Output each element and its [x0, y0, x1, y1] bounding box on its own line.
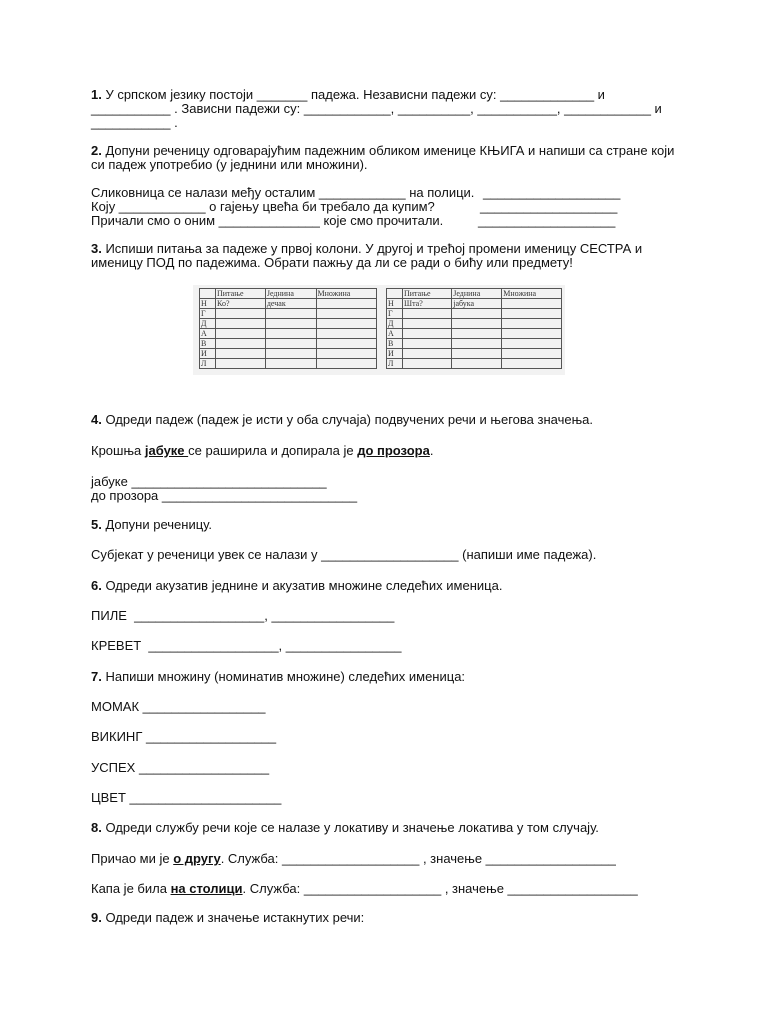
- question-4-line-1: [91, 412, 593, 427]
- underlined-word: јабуке: [144, 443, 189, 458]
- question-3-line-1: [91, 241, 642, 256]
- question-number: 2.: [91, 143, 102, 158]
- table-cell: [403, 339, 452, 349]
- sentence-text: . Служба: ___________________ , значење __________________: [242, 881, 638, 896]
- question-7-line-1: [91, 669, 465, 684]
- table-header-cell: Множина: [316, 289, 377, 299]
- table-row: [200, 349, 377, 359]
- question-2-line-2: си падеж употребио (у једнини или множини).: [91, 157, 368, 172]
- case-letter-cell: И: [387, 349, 403, 359]
- question-4-answer-1: јабуке ___________________________: [91, 474, 327, 489]
- table-cell: [316, 319, 377, 329]
- table-cell: [452, 339, 502, 349]
- table-cell: дечак: [265, 299, 316, 309]
- question-9-line-1: [91, 910, 364, 925]
- case-letter-cell: Н: [387, 299, 403, 309]
- table-header-cell: [387, 289, 403, 299]
- table-cell: [403, 319, 452, 329]
- case-letter-cell: Д: [200, 319, 216, 329]
- question-2-answer-blank-1: ___________________: [483, 185, 621, 200]
- question-text: Одреди службу речи које се налазе у локативу и значење локатива у том случају.: [101, 820, 599, 835]
- question-7-word-3: УСПЕХ __________________: [91, 760, 270, 775]
- question-2-answer-blank-3: ___________________: [478, 213, 616, 228]
- case-table-pod: [386, 288, 562, 369]
- table-cell: [216, 329, 266, 339]
- question-6-word-2: КРЕВЕТ __________________, ________________: [91, 638, 402, 653]
- question-text: Испиши питања за падеже у првој колони. У другој и трећој промени именицу СЕСТРА и: [101, 241, 643, 256]
- question-7-word-4: ЦВЕТ _____________________: [91, 790, 282, 805]
- table-cell: [316, 329, 377, 339]
- question-7-word-1: МОМАК _________________: [91, 699, 266, 714]
- question-number: 6.: [91, 578, 102, 593]
- table-cell: [403, 309, 452, 319]
- question-number: 1.: [91, 87, 102, 102]
- table-row: [387, 349, 562, 359]
- table-cell: [265, 339, 316, 349]
- table-cell: [502, 329, 562, 339]
- table-cell: [216, 339, 266, 349]
- table-header-row: [200, 289, 377, 299]
- table-cell: јабука: [452, 299, 502, 309]
- table-cell: [452, 359, 502, 369]
- case-letter-cell: А: [387, 329, 403, 339]
- case-table-sestra: [199, 288, 377, 369]
- table-cell: [265, 309, 316, 319]
- question-2-line-1: [91, 143, 674, 158]
- table-cell: [502, 309, 562, 319]
- table-cell: [502, 359, 562, 369]
- table-row: [387, 299, 562, 309]
- table-cell: [265, 319, 316, 329]
- question-4-sentence: [91, 443, 433, 458]
- case-letter-cell: Л: [387, 359, 403, 369]
- table-cell: [502, 349, 562, 359]
- case-letter-cell: Г: [387, 309, 403, 319]
- table-cell: [216, 349, 266, 359]
- sentence-text: . Служба: ___________________ , значење __________________: [220, 851, 616, 866]
- question-number: 8.: [91, 820, 102, 835]
- question-2-sentence-3: Причали смо о оним ______________ које смо прочитали.: [91, 213, 444, 228]
- table-row: [387, 339, 562, 349]
- question-8-sentence-1: [91, 851, 616, 866]
- table-cell: [265, 359, 316, 369]
- table-cell: [452, 329, 502, 339]
- table-header-cell: [200, 289, 216, 299]
- table-cell: [216, 319, 266, 329]
- question-text: Напиши множину (номинатив множине) следећих именица:: [101, 669, 466, 684]
- question-6-line-1: [91, 578, 502, 593]
- sentence-text: .: [429, 443, 434, 458]
- question-number: 3.: [91, 241, 102, 256]
- question-1-line-3: ___________ .: [91, 115, 178, 130]
- table-row: [200, 319, 377, 329]
- table-cell: [316, 339, 377, 349]
- case-letter-cell: А: [200, 329, 216, 339]
- table-header-cell: Једнина: [452, 289, 502, 299]
- table-cell: [265, 349, 316, 359]
- question-text: Допуни реченицу одговарајућим падежним обликом именице КЊИГА и напиши са стране који: [101, 143, 675, 158]
- sentence-text: Крошња: [91, 443, 145, 458]
- table-cell: [502, 319, 562, 329]
- table-cell: [316, 299, 377, 309]
- question-number: 5.: [91, 517, 102, 532]
- table-row: [387, 309, 562, 319]
- table-cell: [403, 359, 452, 369]
- table-cell: [216, 359, 266, 369]
- table-cell: [265, 329, 316, 339]
- underlined-word: о другу: [173, 851, 221, 866]
- question-text: У српском језику постоји _______ падежа. Независни падежи су: _____________ и: [101, 87, 605, 102]
- table-cell: [502, 339, 562, 349]
- table-header-cell: Питање: [403, 289, 452, 299]
- table-row: [200, 339, 377, 349]
- table-row: [387, 359, 562, 369]
- case-letter-cell: И: [200, 349, 216, 359]
- question-2-answer-blank-2: ___________________: [480, 199, 618, 214]
- table-cell: [216, 309, 266, 319]
- question-text: Одреди акузатив једнине и акузатив множине следећих именица.: [101, 578, 503, 593]
- question-1-line-1: [91, 87, 605, 102]
- question-4-answer-2: до прозора ___________________________: [91, 488, 358, 503]
- table-cell: [452, 309, 502, 319]
- table-row: [200, 309, 377, 319]
- table-cell: Шта?: [403, 299, 452, 309]
- table-cell: [403, 349, 452, 359]
- question-8-sentence-2: [91, 881, 638, 896]
- table-header-cell: Множина: [502, 289, 562, 299]
- table-row: [387, 329, 562, 339]
- question-number: 7.: [91, 669, 102, 684]
- underlined-word: до прозора: [357, 443, 430, 458]
- table-row: [200, 299, 377, 309]
- sentence-text: Капа је била: [91, 881, 171, 896]
- case-letter-cell: Д: [387, 319, 403, 329]
- table-header-row: [387, 289, 562, 299]
- table-cell: [452, 349, 502, 359]
- case-letter-cell: В: [387, 339, 403, 349]
- sentence-text: се раширила и допирала је: [188, 443, 358, 458]
- table-header-cell: Питање: [216, 289, 266, 299]
- case-letter-cell: В: [200, 339, 216, 349]
- table-cell: [316, 359, 377, 369]
- question-number: 9.: [91, 910, 102, 925]
- question-5-sentence: Субјекат у реченици увек се налази у ___________________ (напиши име падежа).: [91, 547, 597, 562]
- question-3-line-2: именицу ПОД по падежима. Обрати пажњу да ли се ради о бићу или предмету!: [91, 255, 573, 270]
- case-letter-cell: Г: [200, 309, 216, 319]
- question-text: Одреди падеж (падеж је исти у оба случаја) подвучених речи и његова значења.: [101, 412, 593, 427]
- table-cell: [502, 299, 562, 309]
- table-row: [387, 319, 562, 329]
- case-letter-cell: Н: [200, 299, 216, 309]
- table-cell: [452, 319, 502, 329]
- table-row: [200, 329, 377, 339]
- question-8-line-1: [91, 820, 599, 835]
- question-1-line-2: ___________ . Зависни падежи су: ____________, __________, ___________, ____________ и: [91, 101, 662, 116]
- question-2-sentence-2: Коју ____________ о гајењу цвећа би требало да купим?: [91, 199, 435, 214]
- table-cell: [316, 309, 377, 319]
- case-letter-cell: Л: [200, 359, 216, 369]
- sentence-text: Причао ми је: [91, 851, 174, 866]
- table-header-cell: Једнина: [265, 289, 316, 299]
- question-text: Одреди падеж и значење истакнутих речи:: [101, 910, 365, 925]
- question-number: 4.: [91, 412, 102, 427]
- table-row: [200, 359, 377, 369]
- underlined-word: на столици: [170, 881, 243, 896]
- table-cell: [316, 349, 377, 359]
- question-6-word-1: ПИЛЕ __________________, _________________: [91, 608, 395, 623]
- question-2-sentence-1: Сликовница се налази међу осталим ____________ на полици.: [91, 185, 475, 200]
- question-5-line-1: [91, 517, 212, 532]
- question-7-word-2: ВИКИНГ __________________: [91, 729, 277, 744]
- table-cell: [403, 329, 452, 339]
- table-cell: Ко?: [216, 299, 266, 309]
- question-text: Допуни реченицу.: [101, 517, 212, 532]
